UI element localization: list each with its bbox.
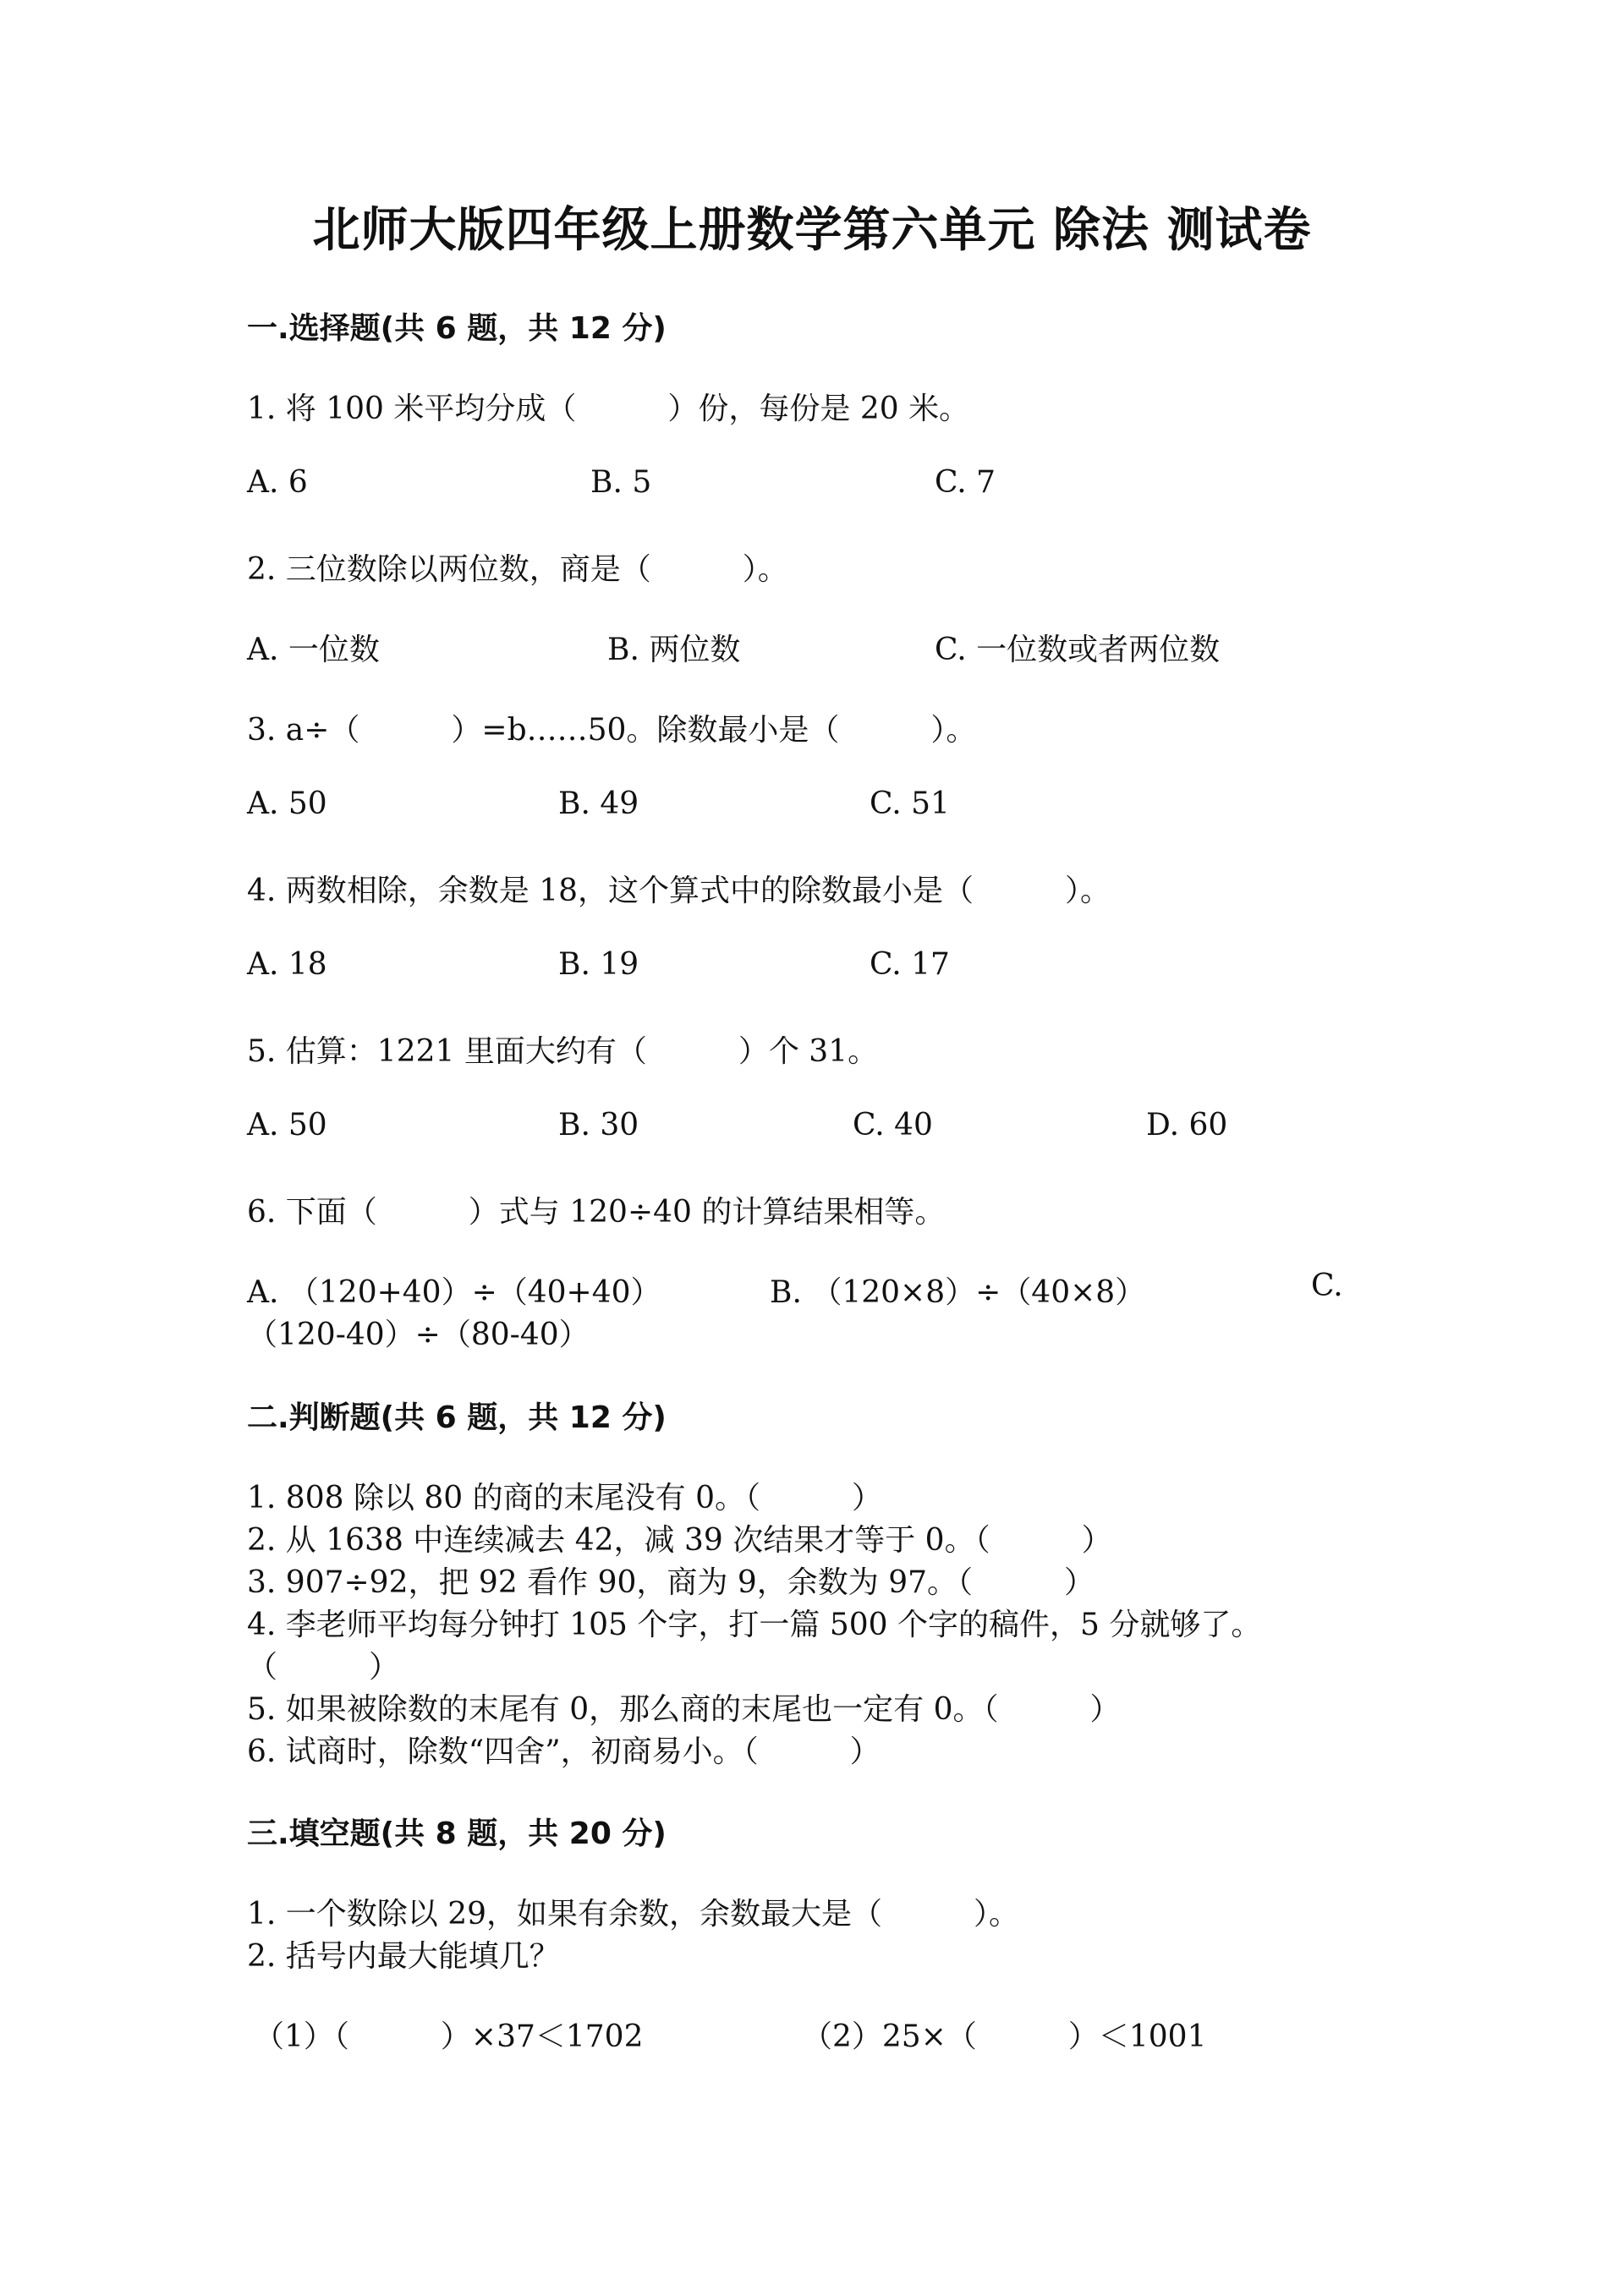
fill-item: 2. 括号内最大能填几？ <box>247 1939 560 1974</box>
option-b: B. 49 <box>558 786 639 821</box>
page-title: 北师大版四年级上册数学第六单元 除法 测试卷 <box>312 203 1312 258</box>
option-b: B. （120×8）÷（40×8） <box>770 1275 1146 1310</box>
question-text: 6. 下面（ ）式与 120÷40 的计算结果相等。 <box>247 1195 946 1230</box>
option-c: C. <box>1311 1269 1343 1303</box>
question-text: 3. a÷（ ）=b……50。除数最小是（ ）。 <box>247 713 977 748</box>
fill-item: 1. 一个数除以 29，如果有余数，余数最大是（ ）。 <box>247 1897 1020 1932</box>
option-c: C. 7 <box>935 465 996 500</box>
judge-item-continuation: （ ） <box>247 1650 400 1685</box>
option-a: A. 6 <box>247 465 308 500</box>
fill-sub-item: （1）（ ）×37＜1702 <box>254 2019 644 2054</box>
option-c: C. 一位数或者两位数 <box>935 633 1221 667</box>
question-text: 1. 将 100 米平均分成（ ）份，每份是 20 米。 <box>247 392 970 426</box>
option-c: C. 40 <box>853 1108 933 1143</box>
option-a: A. 50 <box>247 786 327 821</box>
question-text: 4. 两数相除，余数是 18，这个算式中的除数最小是（ ）。 <box>247 874 1111 908</box>
option-d: D. 60 <box>1146 1108 1228 1143</box>
judge-item: 2. 从 1638 中连续减去 42，减 39 次结果才等于 0。（ ） <box>247 1523 1112 1558</box>
option-b: B. 5 <box>590 465 652 500</box>
option-c: C. 17 <box>870 947 950 982</box>
option-a: A. 50 <box>247 1108 327 1143</box>
option-c: C. 51 <box>870 786 950 821</box>
judge-item: 3. 907÷92，把 92 看作 90，商为 9，余数为 97。（ ） <box>247 1565 1095 1600</box>
fill-sub-item: （2）25×（ ）＜1001 <box>802 2019 1207 2054</box>
question-text: 2. 三位数除以两位数，商是（ ）。 <box>247 552 788 587</box>
option-a: A. （120+40）÷（40+40） <box>247 1275 661 1310</box>
section-heading-judge: 二.判断题(共 6 题，共 12 分) <box>247 1400 667 1435</box>
judge-item: 1. 808 除以 80 的商的末尾没有 0。（ ） <box>247 1481 882 1515</box>
option-a: A. 一位数 <box>247 633 380 667</box>
section-heading-fill: 三.填空题(共 8 题，共 20 分) <box>247 1817 667 1851</box>
option-b: B. 19 <box>558 947 639 982</box>
judge-item: 4. 李老师平均每分钟打 105 个字，打一篇 500 个字的稿件，5 分就够了。 <box>247 1608 1262 1642</box>
option-b: B. 两位数 <box>607 633 741 667</box>
question-text: 5. 估算：1221 里面大约有（ ）个 31。 <box>247 1034 879 1069</box>
section-heading-choice: 一.选择题(共 6 题，共 12 分) <box>247 311 667 346</box>
option-b: B. 30 <box>558 1108 639 1143</box>
judge-item: 5. 如果被除数的末尾有 0，那么商的末尾也一定有 0。（ ） <box>247 1692 1121 1727</box>
option-c-text: （120-40）÷（80-40） <box>247 1318 590 1352</box>
option-a: A. 18 <box>247 947 327 982</box>
judge-item: 6. 试商时，除数“四舍”，初商易小。（ ） <box>247 1734 881 1769</box>
